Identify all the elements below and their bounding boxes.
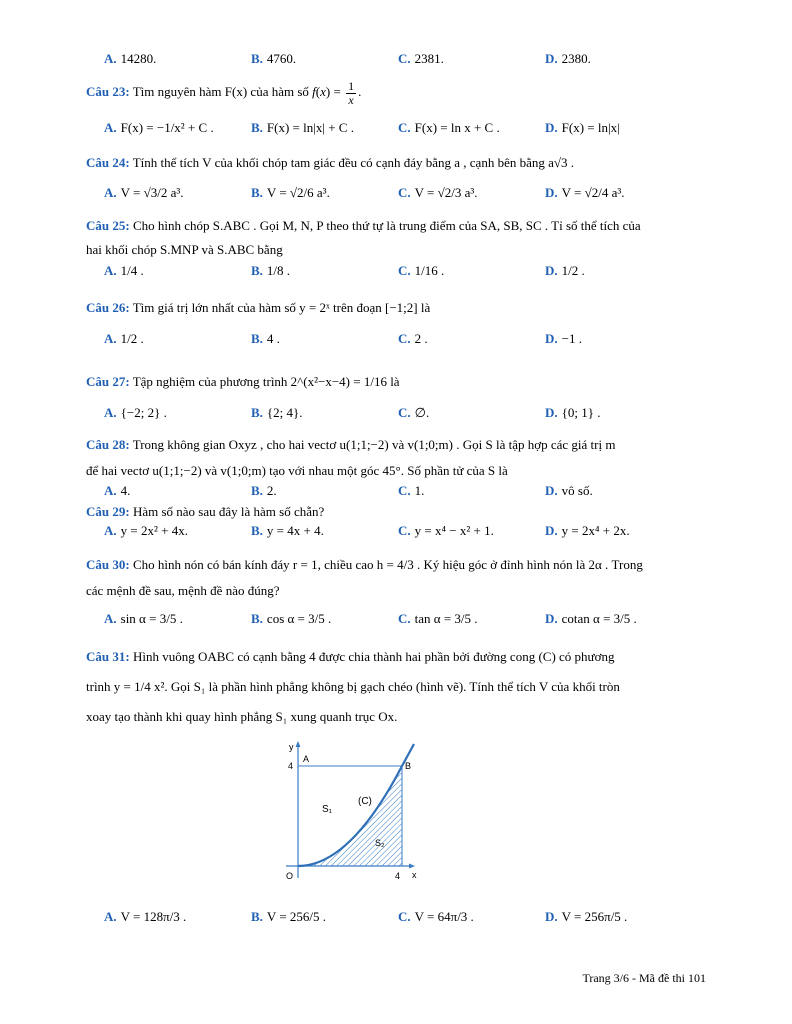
q29-option-b: B. y = 4x + 4. xyxy=(251,523,324,538)
label-s1: S₁ xyxy=(322,804,333,815)
q31-option-a: A. V = 128π/3 . xyxy=(104,909,187,924)
q22-options xyxy=(0,44,792,74)
q22-option-d: D. 2380. xyxy=(545,51,591,66)
hatched-region-s2 xyxy=(298,766,402,866)
label-o: O xyxy=(286,871,294,881)
q23-option-a: A. F(x) = −1/x² + C . xyxy=(104,120,214,135)
q28-option-d: D. vô số. xyxy=(545,483,593,498)
q29-option-a: A. y = 2x² + 4x. xyxy=(104,523,188,538)
q26-option-b: B. 4 . xyxy=(251,331,280,346)
label-s2: S₂ xyxy=(375,838,385,848)
label-4-x: 4 xyxy=(395,871,401,881)
q31-option-d: D. V = 256π/5 . xyxy=(545,909,628,924)
q30-stem: Câu 30: Cho hình nón có bán kính đáy r = 1, chiều cao h = 4/3 . Ký hiệu góc ở đỉnh hình nón là 2α . Trong các mệnh đề sau, mệnh đề nào đúng? xyxy=(86,557,643,598)
page-footer: Trang 3/6 - Mã đề thi 101 xyxy=(582,971,706,985)
q27-option-d: D. {0; 1} . xyxy=(545,405,601,420)
q25-stem: Câu 25: Cho hình chóp S.ABC . Gọi M, N, P theo thứ tự là trung điểm của SA, SB, SC . Tỉ số thể tích của hai khối chóp S.MNP và S.ABC bằng xyxy=(86,218,641,257)
q28-stem: Câu 28: Trong không gian Oxyz , cho hai vectơ u(1;1;−2) và v(1;0;m) . Gọi S là tập hợp các giá trị m để hai vectơ u(1;1;−2) và v(1;0;m) tạo với nhau một góc 45°. Số phần tử của S là xyxy=(86,437,616,478)
label-y: y xyxy=(289,742,294,752)
q31-figure xyxy=(272,738,422,888)
q24-options xyxy=(0,178,792,208)
q30-option-d: D. cotan α = 3/5 . xyxy=(545,611,637,626)
q28-option-a: A. 4. xyxy=(104,483,131,498)
q26-stem: Câu 26: Tìm giá trị lớn nhất của hàm số y = 2ˣ trên đoạn [−1;2] là xyxy=(86,300,431,315)
q28-option-c: C. 1. xyxy=(398,483,425,498)
q27-option-b: B. {2; 4}. xyxy=(251,405,303,420)
q23-option-c: C. F(x) = ln x + C . xyxy=(398,120,500,135)
q24-option-d: D. V = √2/4 a³. xyxy=(545,185,625,200)
q29-option-d: D. y = 2x⁴ + 2x. xyxy=(545,523,630,538)
q26-option-d: D. −1 . xyxy=(545,331,582,346)
q25-options xyxy=(0,256,792,286)
label-x: x xyxy=(412,870,417,880)
label-4-y: 4 xyxy=(288,761,294,771)
q27-options xyxy=(0,398,792,428)
q22-option-c: C. 2381. xyxy=(398,51,444,66)
x-axis-arrow-icon xyxy=(409,864,415,869)
q29-options xyxy=(0,516,792,546)
q26-option-c: C. 2 . xyxy=(398,331,428,346)
q31-option-c: C. V = 64π/3 . xyxy=(398,909,474,924)
label-a: A xyxy=(303,754,310,764)
q31-options xyxy=(0,902,792,932)
q25-option-c: C. 1/16 . xyxy=(398,263,445,278)
q22-option-b: B. 4760. xyxy=(251,51,297,66)
q30-option-a: A. sin α = 3/5 . xyxy=(104,611,183,626)
q25-option-a: A. 1/4 . xyxy=(104,263,144,278)
q26-option-a: A. 1/2 . xyxy=(104,331,144,346)
q24-option-b: B. V = √2/6 a³. xyxy=(251,185,330,200)
label-curve-c: (C) xyxy=(358,796,372,807)
q22-option-a: A. 14280. xyxy=(104,51,157,66)
q24-option-c: C. V = √2/3 a³. xyxy=(398,185,478,200)
q31-stem: Câu 31: Hình vuông OABC có cạnh bằng 4 được chia thành hai phần bởi đường cong (C) có phương trình y = 1/4 x². Gọi S₁ là phần hình phẳng không bị gạch chéo (hình vẽ). Tính thể tích V của khối tròn xoay tạo thành khi quay hình phẳng S₁ xung quanh trục Ox. xyxy=(86,649,620,724)
q29-option-c: C. y = x⁴ − x² + 1. xyxy=(398,523,494,538)
q23-stem: Câu 23: Tìm nguyên hàm F(x) của hàm số f(x) = $\frac{1}{x}$ . xyxy=(86,79,362,107)
q25-option-b: B. 1/8 . xyxy=(251,263,291,278)
q27-stem: Câu 27: Tập nghiệm của phương trình 2^(x²−x−4) = 1/16 là xyxy=(86,374,400,389)
q24-option-a: A. V = √3/2 a³. xyxy=(104,185,184,200)
q29-stem: Câu 29: Hàm số nào sau đây là hàm số chẵn? xyxy=(86,504,325,519)
q23-options xyxy=(0,113,792,143)
y-axis-arrow-icon xyxy=(296,741,301,747)
q27-option-a: A. {−2; 2} . xyxy=(104,405,167,420)
q27-option-c: C. ∅. xyxy=(398,405,430,420)
q28-options xyxy=(0,476,792,506)
label-b: B xyxy=(405,761,412,771)
q24-stem: Câu 24: Tính thể tích V của khối chóp tam giác đều có cạnh đáy bằng a , cạnh bên bằng a√3 . xyxy=(86,155,575,170)
q28-option-b: B. 2. xyxy=(251,483,277,498)
q23-option-b: B. F(x) = ln|x| + C . xyxy=(251,120,354,135)
q25-option-d: D. 1/2 . xyxy=(545,263,585,278)
q31-option-b: B. V = 256/5 . xyxy=(251,909,327,924)
q23-option-d: D. F(x) = ln|x| xyxy=(545,120,620,135)
q30-option-b: B. cos α = 3/5 . xyxy=(251,611,332,626)
q30-option-c: C. tan α = 3/5 . xyxy=(398,611,478,626)
q26-options xyxy=(0,324,792,354)
q30-options xyxy=(0,604,792,634)
